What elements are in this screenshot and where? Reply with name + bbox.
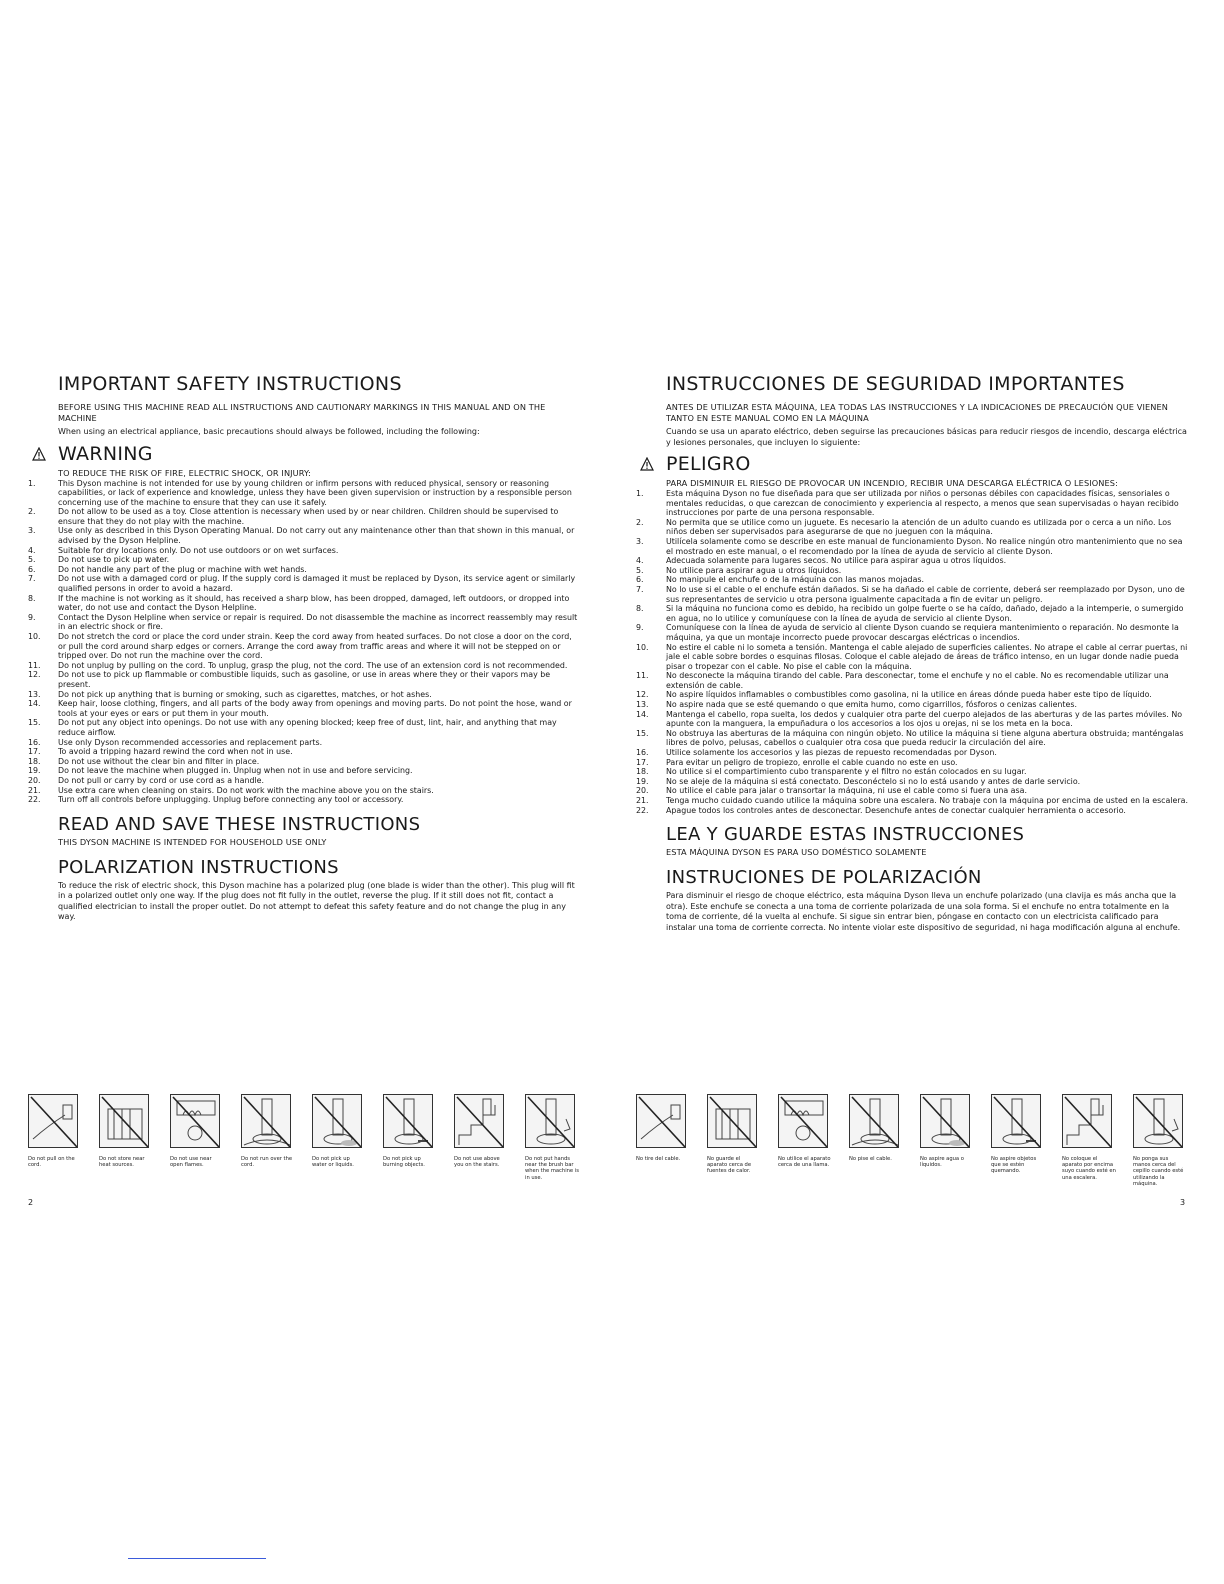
list-item-number: 12. — [28, 670, 41, 680]
warning-pictogram — [849, 1094, 920, 1187]
warning-subtitle: PARA DISMINUIR EL RIESGO DE PROVOCAR UN INCENDIO, RECIBIR UNA DESCARGA ELÉCTRICA O LESIONES: — [666, 478, 1118, 488]
list-item — [636, 700, 1188, 710]
list-item — [28, 776, 580, 786]
list-item-text: Comuníquese con la línea de ayuda de servicio al cliente Dyson cuando se requiera mantenimiento o reparación. No desmonte la máquina, ya que un montaje incorrecto puede provocar descargas eléctricas o incendios. — [666, 623, 1179, 642]
warning-pictogram — [1062, 1094, 1133, 1187]
pictogram-caption: Do not pick up burning objects. — [383, 1156, 425, 1169]
warning-pictogram — [707, 1094, 778, 1187]
intro-caps: BEFORE USING THIS MACHINE READ ALL INSTRUCTIONS AND CAUTIONARY MARKINGS IN THIS MANUAL AND ON THE MACHINE — [58, 402, 546, 423]
no-burning-objects-icon — [383, 1094, 433, 1148]
list-item-number: 18. — [28, 756, 41, 766]
list-item — [636, 566, 1188, 576]
list-item — [28, 757, 580, 767]
list-item-number: 4. — [636, 556, 644, 566]
list-item-number: 16. — [28, 737, 41, 747]
warning-pictogram — [1133, 1094, 1204, 1187]
warning-icons-right — [636, 1094, 1204, 1187]
polarization-text: To reduce the risk of electric shock, this Dyson machine has a polarized plug (one blade is wider than the other). This plug will fit in a polarized outlet only one way. If the plug does not fit fully in the outlet, reverse the plug. If it still does not fit, contact a qualified electrician to install the proper outlet. Do not attempt to defeat this safety feature and do not change the plug in any way. — [58, 880, 575, 922]
warning-heading — [636, 452, 1188, 476]
list-item — [28, 795, 580, 805]
list-item-number: 17. — [28, 747, 41, 757]
list-item — [636, 806, 1188, 816]
list-item-number: 6. — [28, 564, 36, 574]
list-item-number: 20. — [28, 775, 41, 785]
no-hands-brush-bar-icon — [525, 1094, 575, 1148]
list-item — [28, 546, 580, 556]
list-item-text: No permita que se utilice como un juguete. Es necesario la atención de un adulto cuando es utilizada por o cerca a un niño. Los niños deben ser supervisados para asegurarse de que no jueguen con la máquina. — [666, 517, 1172, 537]
warning-pictogram — [28, 1094, 99, 1181]
list-item-number: 4. — [28, 545, 36, 555]
safety-list — [636, 489, 1188, 815]
list-item — [636, 758, 1188, 768]
pictogram-caption: No guarde el aparato cerca de fuentes de calor. — [707, 1156, 752, 1175]
list-item — [28, 594, 580, 613]
list-item — [28, 526, 580, 545]
no-heat-source-icon — [707, 1094, 757, 1148]
list-item-number: 7. — [28, 574, 36, 584]
list-item-number: 9. — [28, 612, 36, 622]
list-item-text: Do not pick up anything that is burning or smoking, such as cigarettes, matches, or hot ashes. — [58, 689, 432, 699]
no-burning-objects-icon — [991, 1094, 1041, 1148]
list-item-number: 2. — [636, 517, 644, 527]
pictogram-caption: Do not pull on the cord. — [28, 1156, 75, 1169]
list-item-number: 19. — [636, 776, 649, 786]
list-item-text: No desconecte la máquina tirando del cable. Para desconectar, tome el enchufe y no el cable. No es recomendable utilizar una extensión de cable. — [666, 671, 1169, 690]
list-item-number: 13. — [28, 689, 41, 699]
warning-pictogram — [778, 1094, 849, 1187]
list-item-number: 2. — [28, 507, 36, 517]
list-item-number: 18. — [636, 767, 649, 777]
no-water-icon — [920, 1094, 970, 1148]
list-item-text: Do not stretch the cord or place the cord under strain. Keep the cord away from heated surfaces. Do not close a door on the cord, or pull the cord around sharp edges or corners. Arrange the cord away from traffic areas and where it will not be stepped on or tripped over. Do not run the machine over the cord. — [58, 632, 572, 661]
read-save-subtitle: ESTA MÁQUINA DYSON ES PARA USO DOMÉSTICO SOLAMENTE — [666, 847, 927, 858]
no-water-icon — [312, 1094, 362, 1148]
safety-list — [28, 479, 580, 805]
pictogram-caption: Do not use above you on the stairs. — [454, 1156, 500, 1169]
warning-pictogram — [525, 1094, 596, 1181]
list-item — [636, 671, 1188, 690]
list-item-text: Esta máquina Dyson no fue diseñada para que ser utilizada por niños o personas débiles con capacidades físicas, sensoriales o mentales reducidas, o que carezcan de conocimiento y experiencia al respecto, a menos que sean supervisadas o hayan recibido instrucciones por parte de una persona responsable. — [666, 489, 1179, 518]
no-run-over-cord-icon — [849, 1094, 899, 1148]
pictogram-caption: No ponga sus manos cerca del cepillo cuando esté utilizando la máquina. — [1133, 1156, 1184, 1187]
pictogram-caption: Do not run over the cord. — [241, 1156, 293, 1169]
warning-title: PELIGRO — [666, 453, 751, 475]
list-item — [636, 777, 1188, 787]
list-item-text: Do not put any object into openings. Do not use with any opening blocked; keep free of dust, lint, hair, and anything that may reduce airflow. — [58, 718, 557, 737]
warning-triangle-icon — [640, 457, 654, 471]
no-open-flame-icon — [170, 1094, 220, 1148]
list-item-number: 22. — [636, 805, 649, 815]
list-item-number: 9. — [636, 623, 644, 633]
warning-pictogram — [454, 1094, 525, 1181]
list-item — [28, 565, 580, 575]
list-item-text: Do not handle any part of the plug or machine with wet hands. — [58, 564, 307, 574]
list-item-text: Use only as described in this Dyson Operating Manual. Do not carry out any maintenance other than that shown in this manual, or advised by the Dyson Helpline. — [58, 526, 575, 546]
list-item — [28, 555, 580, 565]
list-item-text: If the machine is not working as it should, has received a sharp blow, has been dropped, damaged, left outdoors, or dropped into water, do not use and contact the Dyson Helpline. — [58, 593, 570, 613]
list-item — [28, 766, 580, 776]
list-item-text: Do not use to pick up water. — [58, 555, 170, 565]
list-item-text: Do not allow to be used as a toy. Close attention is necessary when used by or near children. Children should be supervised to ensure that they do not play with the machine. — [58, 507, 559, 526]
pictogram-caption: No pise el cable. — [849, 1156, 892, 1162]
pictogram-caption: Do not store near heat sources. — [99, 1156, 145, 1169]
warning-pictogram — [241, 1094, 312, 1181]
list-item-text: Do not use with a damaged cord or plug. If the supply cord is damaged it must be replaced by Dyson, its service agent or similarly qualified persons in order to avoid a hazard. — [58, 574, 576, 594]
pictogram-caption: No aspire agua o líquidos. — [920, 1156, 964, 1169]
page-number-left: 2 — [28, 1198, 34, 1207]
list-item-number: 1. — [28, 478, 36, 488]
intro-text: When using an electrical appliance, basic precautions should always be followed, including the following: — [58, 427, 480, 436]
list-item-text: Do not leave the machine when plugged in. Unplug when not in use and before servicing. — [58, 766, 413, 776]
list-item — [28, 507, 580, 526]
no-stairs-above-icon — [1062, 1094, 1112, 1148]
list-item-text: No utilice para aspirar agua u otros líquidos. — [666, 565, 842, 575]
no-hands-brush-bar-icon — [1133, 1094, 1183, 1148]
list-item — [636, 786, 1188, 796]
list-item — [636, 729, 1188, 748]
page-title: IMPORTANT SAFETY INSTRUCTIONS — [58, 373, 402, 395]
list-item-text: Use only Dyson recommended accessories and replacement parts. — [58, 737, 323, 747]
no-stairs-above-icon — [454, 1094, 504, 1148]
list-item-text: Do not use without the clear bin and filter in place. — [58, 756, 260, 766]
list-item-text: No utilice el cable para jalar o transortar la máquina, ni use el cable como si fuera una asa. — [666, 786, 1027, 796]
list-item-number: 21. — [636, 796, 649, 805]
list-item-number: 20. — [636, 786, 649, 796]
no-pull-cord-icon — [28, 1094, 78, 1148]
list-item-text: Do not pull or carry by cord or use cord as a handle. — [58, 775, 265, 785]
list-item-text: Turn off all controls before unplugging. Unplug before connecting any tool or accessory. — [58, 795, 404, 805]
list-item — [28, 670, 580, 689]
list-item — [28, 574, 580, 593]
list-item — [28, 747, 580, 757]
warning-triangle-icon — [32, 447, 46, 461]
list-item-text: No obstruya las aberturas de la máquina con ningún objeto. No utilice la máquina si tiene alguna abertura obstruida; manténgalas libres de polvo, pelusas, cabellos o cualquier otra cosa que pueda reducir la circulación del aire. — [666, 728, 1184, 748]
list-item-text: This Dyson machine is not intended for use by young children or infirm persons with reduced physical, sensory or reasoning capabilities, or lack of experience and knowledge, unless they have been given supervision or instruction by a responsible person concerning use of the machine to ensure that they can use it safely. — [58, 478, 572, 507]
list-item — [636, 537, 1188, 556]
page-right — [636, 372, 1188, 933]
polarization-title: POLARIZATION INSTRUCTIONS — [58, 856, 339, 878]
read-save-title: LEA Y GUARDE ESTAS INSTRUCCIONES — [666, 824, 1025, 846]
pictogram-caption: No coloque el aparato por encima suyo cuando esté en una escalera. — [1062, 1156, 1116, 1181]
list-item-text: Keep hair, loose clothing, fingers, and all parts of the body away from openings and moving parts. Do not point the hose, wand or tools at your eyes or ears or put them in your mouth. — [58, 699, 572, 718]
list-item-text: No aspire nada que se esté quemando o que emita humo, como cigarrillos, fósforos o cenizas calientes. — [666, 700, 1078, 710]
list-item-number: 10. — [636, 642, 649, 652]
list-item-number: 7. — [636, 584, 644, 594]
list-item-number: 6. — [636, 575, 644, 585]
list-item-number: 10. — [28, 632, 41, 641]
list-item-text: No estire el cable ni lo someta a tensión. Mantenga el cable alejado de superficies calientes. No atrape el cable al cerrar puertas, ni jale el cable sobre bordes o esquinas filosas. Coloque el cable alejado de áreas de tráfico intenso, en un lugar donde nadie pueda pisar o tropezar con el cable. No pise el cable con la máquina. — [666, 642, 1188, 671]
read-save-subtitle: THIS DYSON MACHINE IS INTENDED FOR HOUSEHOLD USE ONLY — [58, 836, 327, 847]
intro-caps: ANTES DE UTILIZAR ESTA MÁQUINA, LEA TODAS LAS INSTRUCCIONES Y LA INDICACIONES DE PRECAUCIÓN QUE VIENEN TANTO EN ESTE MANUAL COMO EN LA MÁQUINA — [666, 402, 1168, 423]
list-item — [28, 786, 580, 796]
warning-pictogram — [170, 1094, 241, 1181]
warning-pictogram — [383, 1094, 454, 1181]
warning-pictogram — [991, 1094, 1062, 1187]
list-item — [28, 479, 580, 508]
list-item-text: Do not use to pick up flammable or combustible liquids, such as gasoline, or use in areas where they or their vapors may be present. — [58, 670, 551, 689]
list-item — [28, 718, 580, 737]
list-item-text: Mantenga el cabello, ropa suelta, los dedos y cualquier otra parte del cuerpo alejados de las aberturas y de las partes móviles. No apunte con la manguera, la empuñadura o los accesorios a los ojos u orejas, ni se los meta en la boca. — [666, 709, 1183, 729]
warning-pictogram — [312, 1094, 383, 1181]
list-item — [636, 575, 1188, 585]
list-item-number: 8. — [28, 593, 36, 603]
pictogram-caption: Do not pick up water or liquids. — [312, 1156, 354, 1169]
list-item-number: 12. — [636, 690, 649, 700]
list-item-text: Si la máquina no funciona como es debido, ha recibido un golpe fuerte o se ha caído, dañado, dejado a la intemperie, o sumergido en agua, no lo utilice y comuníquese con la línea de ayuda de servicio al cliente Dyson. — [666, 604, 1184, 623]
list-item-text: Para evitar un peligro de tropiezo, enrolle el cable cuando no este en uso. — [666, 757, 958, 767]
warning-subtitle: TO REDUCE THE RISK OF FIRE, ELECTRIC SHOCK, OR INJURY: — [58, 467, 311, 478]
list-item — [28, 613, 580, 632]
list-item — [636, 585, 1188, 604]
list-item-number: 14. — [636, 709, 649, 719]
page-left — [28, 372, 580, 923]
list-item — [28, 699, 580, 718]
list-item-text: No utilice si el compartimiento cubo transparente y el filtro no están colocados en su lugar. — [666, 767, 1027, 777]
list-item-number: 3. — [636, 536, 644, 546]
list-item-text: Tenga mucho cuidado cuando utilice la máquina sobre una escalera. No trabaje con la máquina por encima de usted en la escalera. — [666, 796, 1188, 805]
list-item — [636, 623, 1188, 642]
list-item-number: 14. — [28, 699, 41, 709]
list-item-number: 5. — [28, 555, 36, 565]
list-item-text: Contact the Dyson Helpline when service or repair is required. Do not disassemble the machine as incorrect reassembly may result in an electric shock or fire. — [58, 612, 578, 632]
list-item — [636, 518, 1188, 537]
list-item-text: Utilícela solamente como se describe en este manual de funcionamiento Dyson. No realice ningún otro mantenimiento que no sea el mostrado en este manual, o el recomendado por la línea de ayuda de servicio al cliente Dyson. — [666, 536, 1183, 556]
warning-icons-left — [28, 1094, 596, 1181]
no-open-flame-icon — [778, 1094, 828, 1148]
list-item-number: 15. — [28, 718, 41, 728]
list-item-text: Utilice solamente los accesorios y las piezas de repuesto recomendadas por Dyson. — [666, 748, 997, 758]
polarization-text: Para disminuir el riesgo de choque eléctrico, esta máquina Dyson lleva un enchufe polarizado (una clavija es más ancha que la otra). Este enchufe se conecta a una toma de corriente polarizada de una sola forma. Si el enchufe no entra totalmente en la toma de corriente, dé la vuelta al enchufe. Si sigue sin entrar bien, póngase en contacto con un electricista calificado para instalar una toma de corriente correcta. No intente violar este dispositivo de seguridad, ni haga modificación alguna al enchufe. — [666, 891, 1181, 932]
page-title: INSTRUCCIONES DE SEGURIDAD IMPORTANTES — [666, 373, 1125, 395]
pictogram-caption: No utilice el aparato cerca de una llama. — [778, 1156, 831, 1169]
read-save-title: READ AND SAVE THESE INSTRUCTIONS — [58, 813, 421, 835]
list-item-text: No aspire líquidos inflamables o combustibles como gasolina, ni la utilice en áreas dónde pueda haber este tipo de líquido. — [666, 690, 1152, 700]
list-item-text: Suitable for dry locations only. Do not use outdoors or on wet surfaces. — [58, 545, 339, 555]
list-item-number: 21. — [28, 785, 41, 795]
list-item-text: Use extra care when cleaning on stairs. Do not work with the machine above you on the stairs. — [58, 785, 434, 795]
pictogram-caption: No aspire objetos que se estén quemando. — [991, 1156, 1037, 1175]
list-item-number: 15. — [636, 728, 649, 738]
list-item-number: 11. — [28, 660, 41, 670]
list-item-number: 1. — [636, 489, 644, 498]
list-item — [28, 738, 580, 748]
warning-heading — [28, 442, 580, 466]
page-number-right: 3 — [1180, 1198, 1186, 1207]
warning-pictogram — [636, 1094, 707, 1187]
list-item-text: Apague todos los controles antes de desconectar. Desenchufe antes de conectar cualquier herramienta o accesorio. — [666, 805, 1126, 815]
warning-pictogram — [99, 1094, 170, 1181]
list-item — [28, 690, 580, 700]
list-item-number: 16. — [636, 748, 649, 758]
list-item-text: No lo use si el cable o el enchufe están dañados. Si se ha dañado el cable de corriente, deberá ser reemplazado por Dyson, uno de sus representantes de servicio u otra persona igualmente capacitada a fin de evitar un peligro. — [666, 584, 1185, 604]
list-item-text: No se aleje de la máquina si está conectato. Desconéctelo si no lo está usando y antes de darle servicio. — [666, 776, 1081, 786]
list-item-number: 5. — [636, 565, 644, 575]
list-item-text: No manipule el enchufe o de la máquina con las manos mojadas. — [666, 575, 925, 585]
list-item-number: 22. — [28, 795, 41, 805]
list-item — [636, 604, 1188, 623]
pictogram-caption: No tire del cable. — [636, 1156, 681, 1162]
list-item — [636, 748, 1188, 758]
list-item — [636, 767, 1188, 777]
polarization-title: INSTRUCIONES DE POLARIZACIÓN — [666, 867, 982, 889]
pictogram-caption: Do not put hands near the brush bar when the machine is in use. — [525, 1156, 579, 1181]
list-item-text: Adecuada solamente para lugares secos. No utilice para aspirar agua u otros líquidos. — [666, 556, 1007, 566]
warning-title: WARNING — [58, 442, 153, 465]
list-item — [636, 690, 1188, 700]
list-item-number: 3. — [28, 526, 36, 536]
list-item — [636, 643, 1188, 672]
list-item-number: 11. — [636, 671, 649, 681]
list-item-number: 8. — [636, 604, 644, 614]
list-item-text: Do not unplug by pulling on the cord. To unplug, grasp the plug, not the cord. The use of an extension cord is not recommended. — [58, 660, 568, 670]
list-item-text: To avoid a tripping hazard rewind the cord when not in use. — [58, 747, 293, 757]
list-item-number: 13. — [636, 700, 649, 710]
list-item — [636, 796, 1188, 806]
no-run-over-cord-icon — [241, 1094, 291, 1148]
pictogram-caption: Do not use near open flames. — [170, 1156, 212, 1169]
list-item — [636, 489, 1188, 518]
list-item — [28, 632, 580, 661]
list-item — [28, 661, 580, 671]
footer-rule — [128, 1558, 266, 1559]
warning-pictogram — [920, 1094, 991, 1187]
list-item-number: 19. — [28, 766, 41, 776]
no-heat-source-icon — [99, 1094, 149, 1148]
no-pull-cord-icon — [636, 1094, 686, 1148]
intro-text: Cuando se usa un aparato eléctrico, deben seguirse las precauciones básicas para reducir riesgos de incendio, descarga eléctrica y lesiones personales, que incluyen lo siguiente: — [666, 427, 1187, 447]
list-item-number: 17. — [636, 757, 649, 767]
list-item — [636, 710, 1188, 729]
list-item — [636, 556, 1188, 566]
